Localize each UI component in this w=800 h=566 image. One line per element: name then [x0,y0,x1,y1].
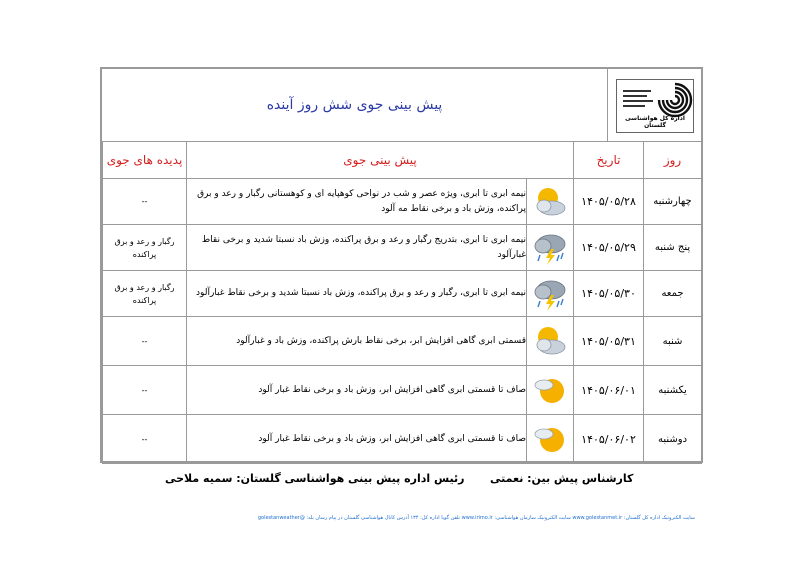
table-row [103,271,702,317]
partly-cloudy-icon [531,183,569,221]
meteorology-logo [616,79,694,133]
weather-icon-cell [527,366,574,415]
table-row [103,179,702,225]
table-row [103,415,702,464]
table-header-row [103,142,702,179]
forecast-text: نیمه ابری تا ابری، ویژه عصر و شب در نواحی کوهپایه ای و کوهستانی رگبار و رعد و برق پراکنده، وزش باد و برخی نقاط مه آلود [187,179,527,225]
meteorology-emblem-icon [617,80,693,120]
forecast-table [102,141,702,464]
header-phenomena: پدیده های جوی [103,142,187,179]
weather-icon-cell [527,317,574,366]
date-cell: ۱۴۰۵/۰۵/۲۹ [574,225,644,271]
table-row [103,366,702,415]
weather-icon-cell [527,179,574,225]
table-row [103,317,702,366]
forecast-sheet [100,67,703,463]
date-cell: ۱۴۰۵/۰۵/۲۸ [574,179,644,225]
phenomena-cell: -- [103,415,187,464]
day-cell: دوشنبه [644,415,702,464]
day-cell: پنج شنبه [644,225,702,271]
date-cell: ۱۴۰۵/۰۵/۳۱ [574,317,644,366]
date-cell: ۱۴۰۵/۰۶/۰۱ [574,366,644,415]
partly-cloudy-icon [531,322,569,360]
phenomena-cell: -- [103,366,187,415]
phenomena-cell: رگبار و رعد و برق پراکنده [103,271,187,317]
header-date: تاریخ [574,142,644,179]
thunderstorm-icon [531,229,569,267]
logo-caption: اداره کل هواشناسی گلستان [625,115,685,129]
weather-icon-cell [527,271,574,317]
day-cell: شنبه [644,317,702,366]
sun-cloud-icon [531,371,569,409]
forecast-text: صاف تا قسمتی ابری گاهی افزایش ابر، وزش باد و برخی نقاط غبار آلود [187,366,527,415]
day-cell: جمعه [644,271,702,317]
phenomena-cell: -- [103,317,187,366]
thunderstorm-icon [531,275,569,313]
forecast-text: صاف تا قسمتی ابری گاهی افزایش ابر، وزش باد و برخی نقاط غبار آلود [187,415,527,464]
date-cell: ۱۴۰۵/۰۵/۳۰ [574,271,644,317]
day-cell: یکشنبه [644,366,702,415]
header-day: روز [644,142,702,179]
logo-cell [607,69,702,141]
phenomena-cell: رگبار و رعد و برق پراکنده [103,225,187,271]
page-title: پیش بینی جوی شش روز آینده [266,97,443,113]
header-forecast: پیش بینی جوی [187,142,574,179]
table-row [103,225,702,271]
forecaster-signature: کارشناس پیش بین: نعمتی [490,472,634,485]
forecast-text: نیمه ابری تا ابری، رگبار و رعد و برق پراکنده، وزش باد نسبتا شدید و برخی نقاط غبارآلود [187,271,527,317]
head-signature: رئیس اداره پیش بینی هواشناسی گلستان: سمیه ملاحی [165,472,465,485]
weather-icon-cell [527,415,574,464]
date-cell: ۱۴۰۵/۰۶/۰۲ [574,415,644,464]
day-cell: چهارشنبه [644,179,702,225]
phenomena-cell: -- [103,179,187,225]
weather-icon-cell [527,225,574,271]
forecast-text: نیمه ابری تا ابری، بتدریج رگبار و رعد و برق پراکنده، وزش باد نسبتا شدید و برخی نقاط غبارآلود [187,225,527,271]
sheet-header [102,69,701,142]
footer-contacts: سایت الکترونیک اداره کل گلستان: www.golestanmet.ir سایت الکترونیک سازمان هواشناسی: www.irimo.ir تلفن گویا اداره کل: ۱۳۴ آدرس کانال هواشناسی گلستان در پیام رسان بله: @golestanweather [257,515,695,521]
sun-cloud-icon [531,420,569,458]
forecast-text: قسمتی ابری گاهی افزایش ابر، برخی نقاط بارش پراکنده، وزش باد و غبارآلود [187,317,527,366]
